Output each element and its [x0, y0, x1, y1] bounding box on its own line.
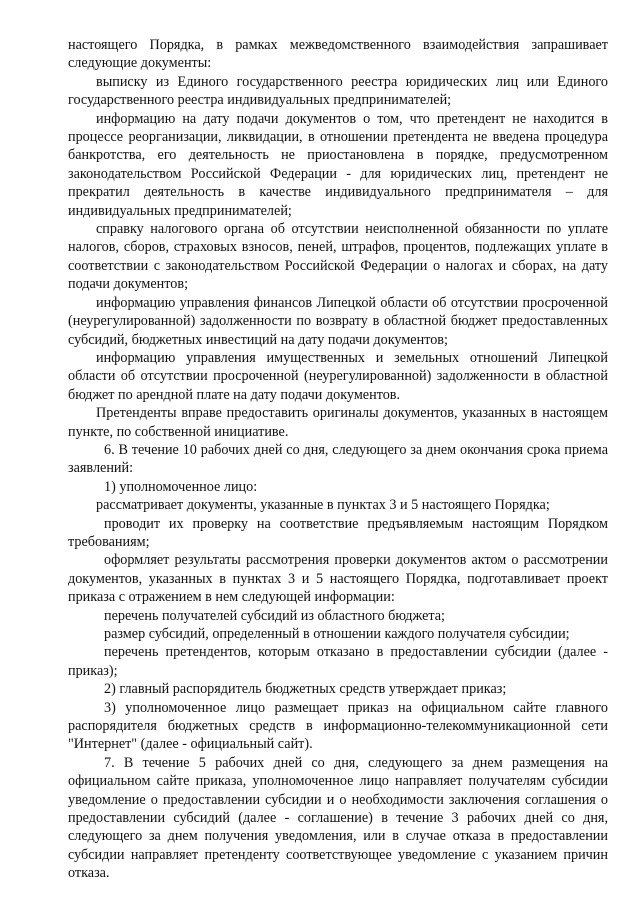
paragraph-act-formalization: оформляет результаты рассмотрения проверки документов актом о рассмотрении документов, указанных в пунктах 3 и 5 настоящего Порядка, подготавливает проект приказа с отражением в нем следующей информации:: [68, 552, 608, 606]
paragraph-subsidy-size: размер субсидий, определенный в отношении каждого получателя субсидии;: [104, 626, 570, 642]
document-page: [68, 36, 608, 883]
paragraph-item-7: 7. В течение 5 рабочих дней со дня, следующего за днем размещения на официальном сайте приказа, уполномоченное лицо направляет получателям субсидии уведомление о предоставлении субсидии и о необходимости заключения соглашения о предоставлении субсидий (далее - соглашение) в течение 3 рабочих дней со дня, следующего за днем получения уведомления, или в случае отказа в предоставлении субсидии направляет претенденту соответствующее уведомление с указанием причин отказа.: [68, 754, 608, 882]
paragraph-reviews-documents: рассматривает документы, указанные в пунктах 3 и 5 настоящего Порядка;: [96, 497, 550, 514]
paragraph-authorized-person: 1) уполномоченное лицо:: [104, 478, 258, 495]
paragraph-property-info: информацию управления имущественных и земельных отношений Липецкой области об отсутствии просроченной (неурегулированной) задолженности в областной бюджет по арендной плате на дату подачи документов.: [68, 349, 608, 403]
paragraph-order-approval: 2) главный распорядитель бюджетных средств утверждает приказ;: [104, 681, 507, 698]
paragraph-refused-list: перечень претендентов, которым отказано в предоставлении субсидии (далее - приказ);: [68, 644, 608, 679]
paragraph-finance-info: информацию управления финансов Липецкой области об отсутствии просроченной (неурегулированной) задолженности по возврату в областной бюджет предоставленных субсидий, бюджетных инвестиций на дату подачи документов;: [68, 294, 608, 348]
paragraph-originals: Претенденты вправе предоставить оригиналы документов, указанных в настоящем пункте, по собственной инициативе.: [68, 405, 608, 440]
paragraph-reorganization-info: информацию на дату подачи документов о том, что претендент не находится в процессе реорганизации, ликвидации, в отношении претендента не введена процедура банкротства, его деятельность не приостановлена в порядке, предусмотренном законодательством Российской Федерации - для юридических лиц, претендент не прекратил деятельность в качестве индивидуального предпринимателя – для индивидуальных предпринимателей;: [68, 110, 608, 219]
paragraph-verification: проводит их проверку на соответствие предъявляемым настоящим Порядком требованиям;: [68, 515, 608, 550]
paragraph-item-6: 6. В течение 10 рабочих дней со дня, следующего за днем окончания срока приема заявлений:: [68, 441, 608, 477]
paragraph-intro: настоящего Порядка, в рамках межведомственного взаимодействия запрашивает следующие документы:: [68, 37, 608, 72]
paragraph-recipients-list: перечень получателей субсидий из областного бюджета;: [104, 607, 446, 624]
paragraph-tax-certificate: справку налогового органа об отсутствии неисполненной обязанности по уплате налогов, сборов, страховых взносов, пеней, штрафов, процентов, подлежащих уплате в соответствии с законодательством Российской Федерации о налогах и сборах, на дату подачи документов;: [68, 221, 608, 293]
paragraph-order-publication: 3) уполномоченное лицо размещает приказ на официальном сайте главного распорядителя бюджетных средств в информационно-телекоммуникационной сети "Интернет" (далее - официальный сайт).: [68, 699, 608, 753]
paragraph-egrul-extract: выписку из Единого государственного реестра юридических лиц или Единого государственного реестра индивидуальных предпринимателей;: [68, 73, 608, 109]
